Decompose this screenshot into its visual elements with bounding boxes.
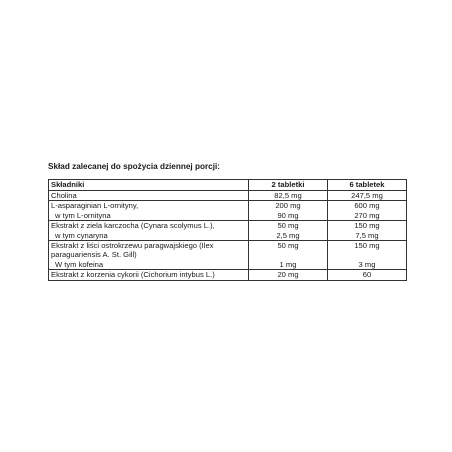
ingredient-subline: W tym kofeina [55, 259, 104, 269]
dose-2-tablets [249, 201, 328, 221]
ingredient-name [49, 221, 249, 241]
dose-line: 3 mg [358, 259, 376, 269]
ingredient-name [49, 270, 249, 280]
dose-line: 150 mg [354, 240, 380, 250]
dose-line [251, 250, 325, 259]
dose-line: 90 mg [277, 210, 299, 220]
dose-6-tablets [328, 191, 407, 201]
dose-line: 20 mg [277, 270, 299, 280]
dose-6-tablets [328, 201, 407, 221]
ingredient-subline: w tym cynaryna [55, 230, 108, 240]
dose-6-tablets [328, 221, 407, 241]
dose-6-tablets [328, 240, 407, 269]
header-6-tablets: 6 tabletek [328, 180, 407, 191]
dose-line: 200 mg [275, 201, 301, 211]
dose-line: 150 mg [354, 221, 380, 231]
ingredient-line: Ekstrakt z liści ostrokrzewu paragwajskiego (Ilex [51, 240, 214, 250]
ingredient-line: Ekstrakt z ziela karczocha (Cynara scolymus L.), [51, 221, 215, 231]
table-row [49, 270, 407, 280]
ingredient-name [49, 240, 249, 269]
dose-line: 600 mg [354, 201, 380, 211]
ingredient-line: paraguariensis A. St. Gill) [51, 250, 137, 260]
ingredient-line: L-asparaginian L-ornityny, [51, 201, 139, 211]
table-row [49, 240, 407, 269]
ingredients-table [48, 179, 407, 281]
header-ingredients: Składniki [49, 180, 249, 191]
table-row [49, 191, 407, 201]
ingredient-name [49, 191, 249, 201]
table-header-row [49, 180, 407, 191]
dose-line: 1 mg [279, 259, 297, 269]
dose-line [330, 250, 404, 259]
ingredient-name [49, 201, 249, 221]
dose-line: 270 mg [354, 210, 380, 220]
table-row [49, 201, 407, 221]
dose-2-tablets [249, 191, 328, 201]
dose-2-tablets [249, 240, 328, 269]
dose-line: 60 [362, 270, 372, 280]
dose-2-tablets [249, 221, 328, 241]
ingredient-subline: w tym L-ornityna [55, 210, 111, 220]
ingredient-line: Cholina [51, 191, 77, 200]
dose-line: 7,5 mg [355, 230, 379, 240]
dose-line: 82,5 mg [274, 191, 302, 200]
ingredient-line: Ekstrakt z korzenia cykorii (Cichorium intybus L.) [51, 270, 215, 280]
dose-line: 50 mg [277, 221, 299, 231]
dose-6-tablets [328, 270, 407, 280]
dose-line: 2,5 mg [276, 230, 300, 240]
table-row [49, 221, 407, 241]
dose-line: 50 mg [277, 240, 299, 250]
dose-2-tablets [249, 270, 328, 280]
header-2-tablets: 2 tabletki [249, 180, 328, 191]
table-heading: Skład zalecanej do spożycia dziennej porcji: [48, 162, 220, 171]
dose-line: 247,5 mg [351, 191, 383, 200]
